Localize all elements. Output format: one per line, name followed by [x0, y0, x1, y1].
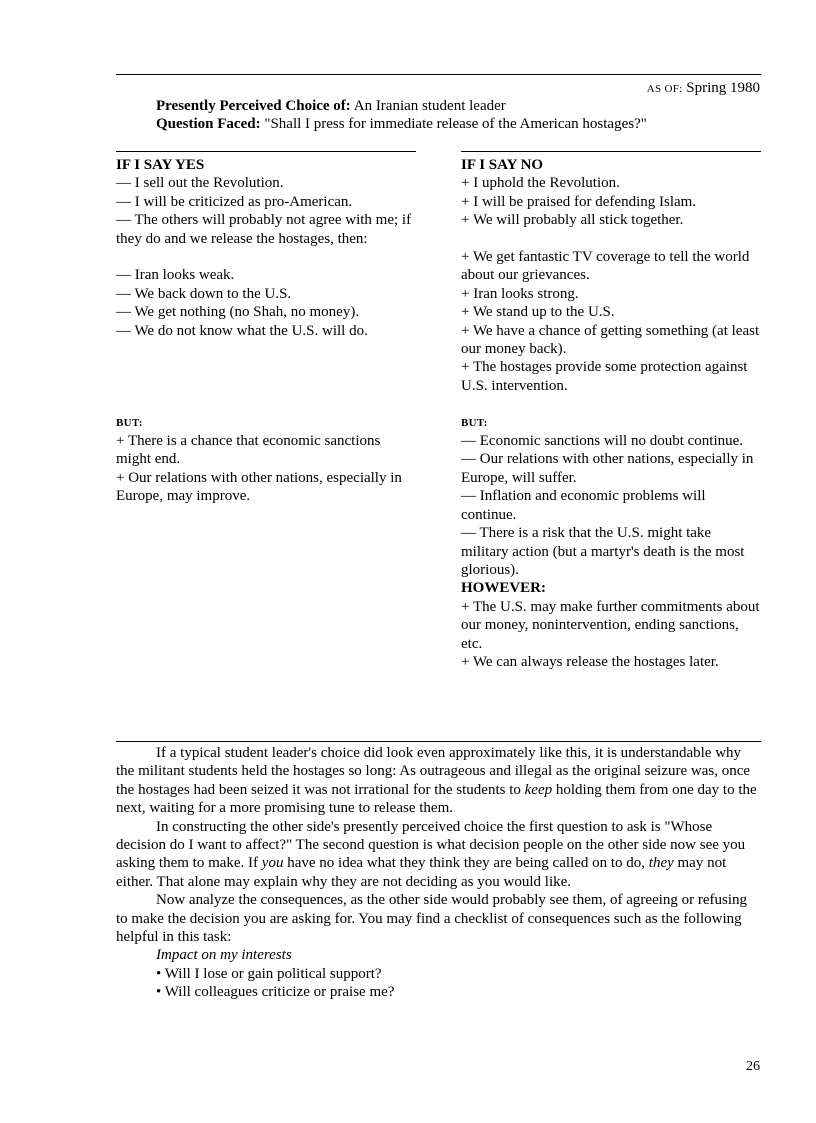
no-more-line: + The hostages provide some protection against U.S. intervention. — [461, 359, 748, 394]
question-label: Question Faced: — [156, 116, 261, 133]
no-more-line: + We stand up to the U.S. — [461, 304, 615, 321]
however-label: HOWEVER: — [461, 580, 547, 597]
perceived-choice-label: Presently Perceived Choice of: — [156, 98, 351, 114]
no-but-line: — There is a risk that the U.S. might take military action (but a martyr's death is the most glorious). — [461, 525, 745, 578]
checklist-subheading: Impact on my interests — [156, 947, 292, 964]
yes-but-line: + There is a chance that economic sanctions might end. — [116, 433, 381, 468]
yes-but-label: BUT: — [116, 416, 143, 429]
page-number: 26 — [746, 1059, 760, 1074]
if-yes-heading: IF I SAY YES — [116, 157, 205, 173]
no-but-line: — Economic sanctions will no doubt continue. — [461, 433, 744, 450]
as-of-line — [647, 79, 760, 98]
paragraph: Now analyze the consequences, as the other side would probably see them, of agreeing or refusing to make the decision you are asking for. You may find a checklist of consequences such as the following helpful in this task: — [116, 892, 748, 946]
no-more-line: + We get fantastic TV coverage to tell the world about our grievances. — [461, 249, 750, 284]
perceived-choice-line — [156, 97, 756, 115]
left-column-rule — [116, 151, 416, 152]
no-but-line: — Our relations with other nations, especially in Europe, will suffer. — [461, 451, 754, 486]
yes-then-line: — Iran looks weak. — [116, 267, 235, 284]
if-no-heading: IF I SAY NO — [461, 157, 544, 173]
as-of-label: AS OF: — [646, 83, 683, 95]
yes-then-line: — We get nothing (no Shah, no money). — [116, 304, 360, 321]
no-but-line: — Inflation and economic problems will continue. — [461, 488, 706, 523]
yes-line: — The others will probably not agree with me; if they do and we release the hostages, then: — [116, 212, 412, 247]
paragraph: If a typical student leader's choice did look even approximately like this, it is understandable why the militant students held the hostages so long: As outrageous and illegal as the original seizure was, once the hostages had been seized it was not irrational for the students to keep holding them from one day to the next, waiting for a more promising tune to release them. — [116, 745, 757, 817]
yes-then-line: — We back down to the U.S. — [116, 285, 292, 302]
however-line: + The U.S. may make further commitments about our money, nonintervention, ending sanctions, etc. — [461, 598, 760, 652]
checklist-item: • Will colleagues criticize or praise me? — [156, 984, 395, 1001]
as-of-value: Spring 1980 — [686, 80, 760, 96]
body-text — [116, 744, 761, 1002]
question-line — [156, 115, 756, 133]
yes-but-line: + Our relations with other nations, especially in Europe, may improve. — [116, 469, 402, 505]
no-line: + I will be praised for defending Islam. — [461, 193, 697, 210]
no-line: + I uphold the Revolution. — [461, 175, 620, 192]
however-line: + We can always release the hostages later. — [461, 653, 719, 670]
no-but-label: BUT: — [461, 416, 488, 429]
no-more-line: + We have a chance of getting something (at least our money back). — [461, 322, 760, 358]
no-line: + We will probably all stick together. — [461, 212, 684, 229]
top-rule — [116, 74, 761, 75]
perceived-choice-value: An Iranian student leader — [353, 98, 506, 114]
checklist-item: • Will I lose or gain political support? — [156, 965, 382, 982]
right-column-rule — [461, 151, 761, 152]
yes-then-line: — We do not know what the U.S. will do. — [116, 322, 368, 339]
if-yes-column — [116, 156, 416, 506]
choice-header — [156, 97, 756, 134]
no-more-line: + Iran looks strong. — [461, 285, 579, 302]
if-no-column — [461, 156, 761, 671]
question-value: "Shall I press for immediate release of the American hostages?" — [264, 116, 647, 133]
yes-line: — I will be criticized as pro-American. — [116, 193, 353, 210]
bottom-rule — [116, 741, 761, 742]
yes-line: — I sell out the Revolution. — [116, 175, 284, 192]
paragraph: In constructing the other side's presently perceived choice the first question to ask is "Whose decision do I want to affect?" The second question is what decision people on the other side now see you asking them to make. If you have no idea what they think they are being called on to do, they may not either. That alone may explain why they are not deciding as you would like. — [116, 818, 746, 890]
